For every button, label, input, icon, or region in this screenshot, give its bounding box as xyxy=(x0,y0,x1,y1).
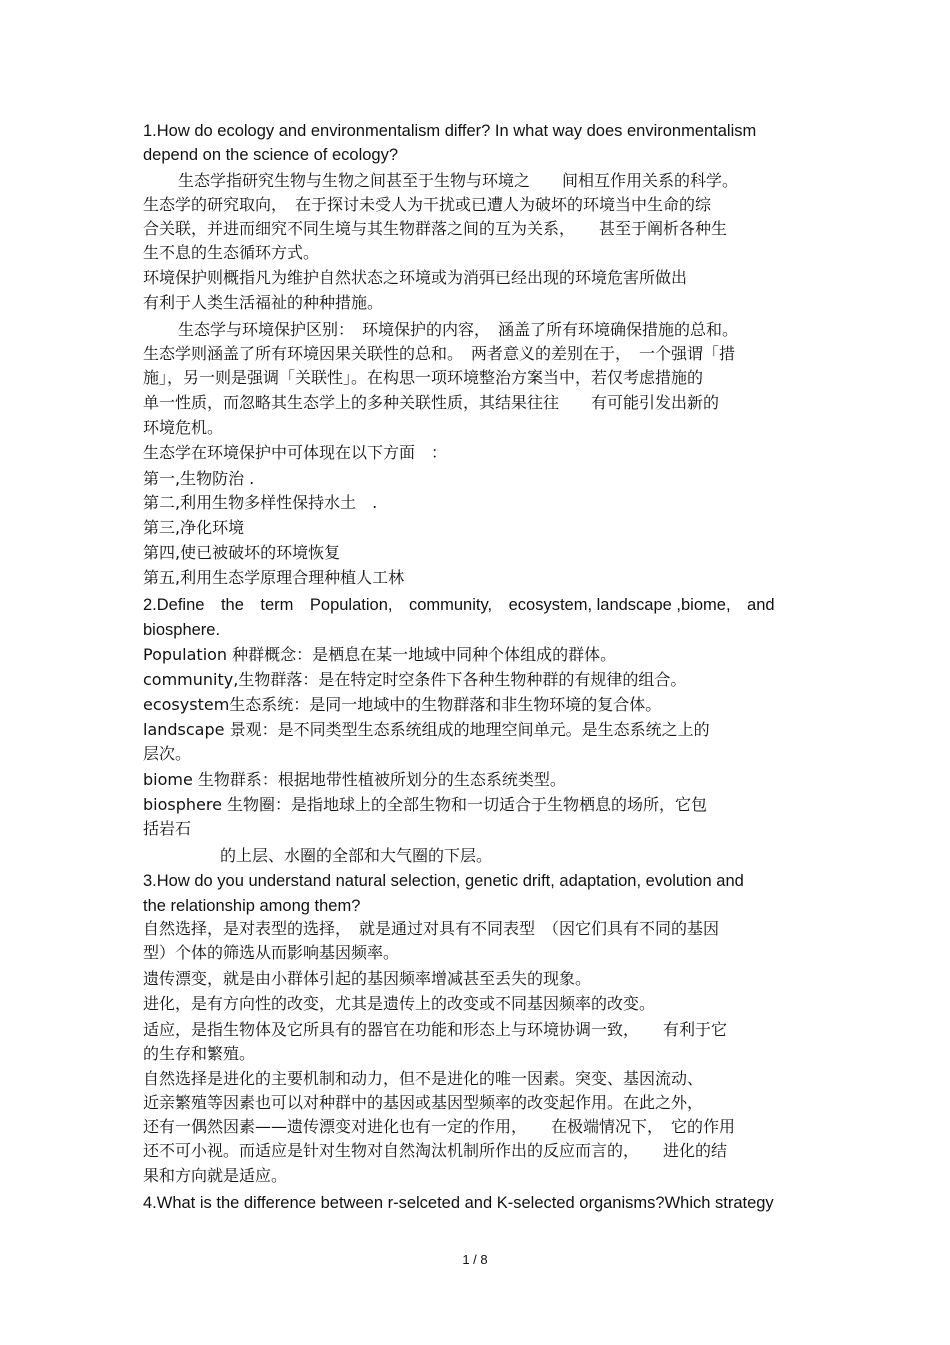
list-item: 第三,净化环境 xyxy=(143,518,245,537)
question-2-line-2: biosphere. xyxy=(143,621,221,639)
paragraph-line: 生态学指研究生物与生物之间甚至于生物与环境之 间相互作用关系的科学。 xyxy=(178,171,739,190)
paragraph-line: 的生存和繁殖。 xyxy=(143,1044,256,1063)
paragraph-line: 环境保护则概指凡为维护自然状态之环境或为消弭已经出现的环境危害所做出 xyxy=(143,268,688,287)
paragraph-line: 还不可小视。而适应是针对生物对自然淘汰机制所作出的反应而言的， 进化的结 xyxy=(143,1141,728,1160)
list-item: 第四,使已被破坏的环境恢复 xyxy=(143,543,341,562)
list-item: 第二,利用生物多样性保持水土 . xyxy=(143,493,378,512)
list-item: 第一,生物防治 . xyxy=(143,469,255,488)
paragraph-line: 单一性质，而忽略其生态学上的多种关联性质，其结果往往 有可能引发出新的 xyxy=(143,393,720,412)
paragraph-line: 环境危机。 xyxy=(143,418,224,437)
question-3-line-2: the relationship among them? xyxy=(143,897,361,915)
paragraph-line: 施」，另一则是强调「关联性」。在构思一项环境整治方案当中，若仅考虑措施的 xyxy=(143,368,704,387)
question-1-line-2: depend on the science of ecology? xyxy=(143,146,399,164)
definition-line: biome 生物群系：根据地带性植被所划分的生态系统类型。 xyxy=(143,770,566,789)
paragraph-line: 还有一偶然因素——遗传漂变对进化也有一定的作用， 在极端情况下， 它的作用 xyxy=(143,1117,736,1136)
paragraph-line: 生态学的研究取向， 在于探讨未受人为干扰或已遭人为破坏的环境当中生命的综 xyxy=(143,195,712,214)
paragraph-line: 生态学与环境保护区别： 环境保护的内容， 涵盖了所有环境确保措施的总和。 xyxy=(178,320,739,339)
definition-line: community,生物群落：是在特定时空条件下各种生物种群的有规律的组合。 xyxy=(143,670,687,689)
definition-line: 的上层、水圈的全部和大气圈的下层。 xyxy=(220,846,493,865)
paragraph-line: 遗传漂变，就是由小群体引起的基因频率增减甚至丢失的现象。 xyxy=(143,969,592,988)
paragraph-line: 型）个体的筛选从而影响基因频率。 xyxy=(143,943,400,962)
definition-line: 层次。 xyxy=(143,744,192,763)
paragraph-line: 有利于人类生活福祉的种种措施。 xyxy=(143,293,384,312)
paragraph-line: 生不息的生态循环方式。 xyxy=(143,243,320,262)
paragraph-line: 适应，是指生物体及它所具有的器官在功能和形态上与环境协调一致， 有利于它 xyxy=(143,1020,728,1039)
definition-line: Population 种群概念：是栖息在某一地域中同种个体组成的群体。 xyxy=(143,645,617,664)
definition-line: ecosystem生态系统：是同一地域中的生物群落和非生物环境的复合体。 xyxy=(143,695,662,714)
question-1-line-1: 1.How do ecology and environmentalism differ? In what way does environmentalism xyxy=(143,122,757,140)
definition-line: landscape 景观：是不同类型生态系统组成的地理空间单元。是生态系统之上的 xyxy=(143,720,710,739)
page-number: 1 / 8 xyxy=(462,1252,488,1267)
paragraph-line: 生态学在环境保护中可体现在以下方面 ： xyxy=(143,443,448,462)
paragraph-line: 生态学则涵盖了所有环境因果关联性的总和。 两者意义的差别在于， 一个强谓「措 xyxy=(143,344,736,363)
paragraph-line: 进化，是有方向性的改变，尤其是遗传上的改变或不同基因频率的改变。 xyxy=(143,994,656,1013)
paragraph-line: 自然选择是进化的主要机制和动力，但不是进化的唯一因素。突变、基因流动、 xyxy=(143,1069,704,1088)
list-item: 第五,利用生态学原理合理种植人工林 xyxy=(143,568,405,587)
paragraph-line: 合关联，并进而细究不同生境与其生物群落之间的互为关系， 甚至于阐析各种生 xyxy=(143,219,728,238)
question-3-line-1: 3.How do you understand natural selection, genetic drift, adaptation, evolution and xyxy=(143,872,744,890)
question-2-line-1: 2.Define the term Population, community, ecosystem, landscape ,biome, and xyxy=(143,596,775,614)
definition-line: 括岩石 xyxy=(143,819,192,838)
paragraph-line: 果和方向就是适应。 xyxy=(143,1166,288,1185)
question-4-line-1: 4.What is the difference between r-selceted and K-selected organisms?Which strategy xyxy=(143,1194,774,1212)
definition-line: biosphere 生物圈：是指地球上的全部生物和一切适合于生物栖息的场所，它包 xyxy=(143,795,708,814)
paragraph-line: 自然选择，是对表型的选择， 就是通过对具有不同表型 （因它们具有不同的基因 xyxy=(143,919,720,938)
paragraph-line: 近亲繁殖等因素也可以对种群中的基因或基因型频率的改变起作用。在此之外， xyxy=(143,1093,704,1112)
